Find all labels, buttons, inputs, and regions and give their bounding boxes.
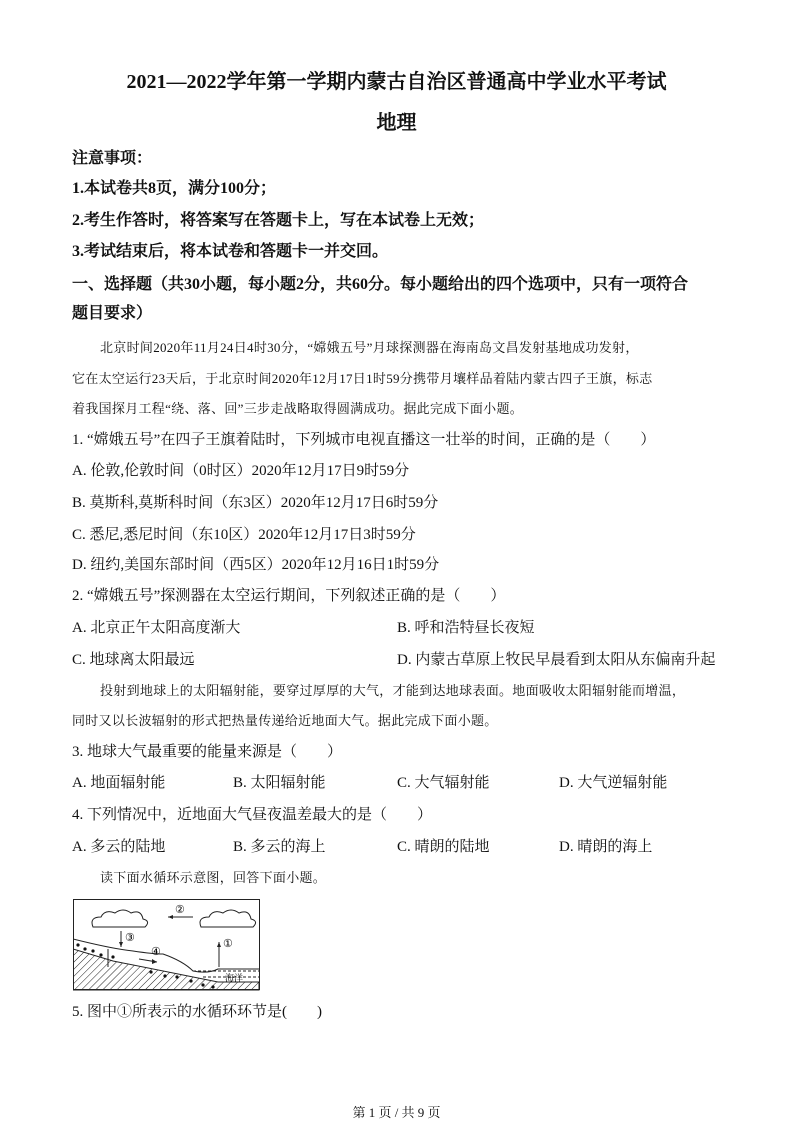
label-4: ④: [151, 946, 161, 958]
q3-option-c: C. 大气辐射能: [397, 775, 490, 791]
subject-title: 地理: [376, 112, 417, 134]
label-3: ③: [125, 932, 135, 944]
q2-option-a: A. 北京正午太阳高度渐大: [72, 620, 241, 636]
question-5: 5. 图中①所表示的水循环环节是( ): [72, 1004, 322, 1020]
section-heading: 一、选择题（共30小题，每小题2分，共60分。每小题给出的四个选项中，只有一项符合: [72, 276, 689, 293]
notice-heading: 注意事项：: [72, 150, 153, 167]
question-4: 4. 下列情况中，近地面大气昼夜温差最大的是（ ）: [72, 807, 433, 823]
q4-option-b: B. 多云的海上: [233, 839, 326, 855]
section-heading-cont: 题目要求）: [72, 305, 153, 322]
q4-option-c: C. 晴朗的陆地: [397, 839, 490, 855]
question-3: 3. 地球大气最重要的能量来源是（ ）: [72, 744, 343, 760]
label-2: ②: [175, 904, 185, 916]
q2-option-b: B. 呼和浩特昼长夜短: [397, 620, 535, 636]
q1-option-b: B. 莫斯科,莫斯科时间（东3区）2020年12月17日6时59分: [72, 495, 439, 511]
q2-option-c: C. 地球离太阳最远: [72, 652, 195, 668]
q4-option-d: D. 晴朗的海上: [559, 839, 653, 855]
label-1: ①: [223, 938, 233, 950]
notice-item: 3.考试结束后，将本试卷和答题卡一并交回。: [72, 243, 389, 260]
ocean-label: 海洋: [225, 973, 244, 983]
q2-option-d: D. 内蒙古草原上牧民早晨看到太阳从东偏南升起: [397, 652, 716, 668]
passage-line: 读下面水循环示意图，回答下面小题。: [100, 870, 327, 885]
passage-line: 同时又以长波辐射的形式把热量传递给近地面大气。据此完成下面小题。: [72, 713, 498, 728]
q3-option-b: B. 太阳辐射能: [233, 775, 326, 791]
q3-option-d: D. 大气逆辐射能: [559, 775, 668, 791]
q1-option-d: D. 纽约,美国东部时间（西5区）2020年12月16日1时59分: [72, 557, 440, 573]
page-footer: 第 1 页 / 共 9 页: [352, 1105, 441, 1120]
question-1: 1. “嫦娥五号”在四子王旗着陆时，下列城市电视直播这一壮举的时间，正确的是（ ）: [72, 432, 656, 448]
q1-option-a: A. 伦敦,伦敦时间（0时区）2020年12月17日9时59分: [72, 463, 410, 479]
water-cycle-diagram: [73, 899, 263, 991]
q3-option-a: A. 地面辐射能: [72, 775, 166, 791]
notice-item: 2.考生作答时，将答案写在答题卡上，写在本试卷上无效；: [72, 212, 485, 229]
passage-line: 投射到地球上的太阳辐射能，要穿过厚厚的大气，才能到达地球表面。地面吸收太阳辐射能而增温，: [100, 683, 686, 698]
question-2: 2. “嫦娥五号”探测器在太空运行期间，下列叙述正确的是（ ）: [72, 588, 506, 604]
exam-title: 2021—2022学年第一学期内蒙古自治区普通高中学业水平考试: [126, 71, 667, 93]
q4-option-a: A. 多云的陆地: [72, 839, 166, 855]
passage-line: 北京时间2020年11月24日4时30分，“嫦娥五号”月球探测器在海南岛文昌发射基地成功发射，: [100, 340, 639, 355]
notice-item: 1.本试卷共8页，满分100分；: [72, 180, 277, 197]
q1-option-c: C. 悉尼,悉尼时间（东10区）2020年12月17日3时59分: [72, 527, 416, 543]
passage-line: 它在太空运行23天后，于北京时间2020年12月17日1时59分携带月壤样品着陆内蒙古四子王旗，标志: [72, 371, 653, 386]
passage-line: 着我国探月工程“绕、落、回”三步走战略取得圆满成功。据此完成下面小题。: [72, 401, 524, 416]
